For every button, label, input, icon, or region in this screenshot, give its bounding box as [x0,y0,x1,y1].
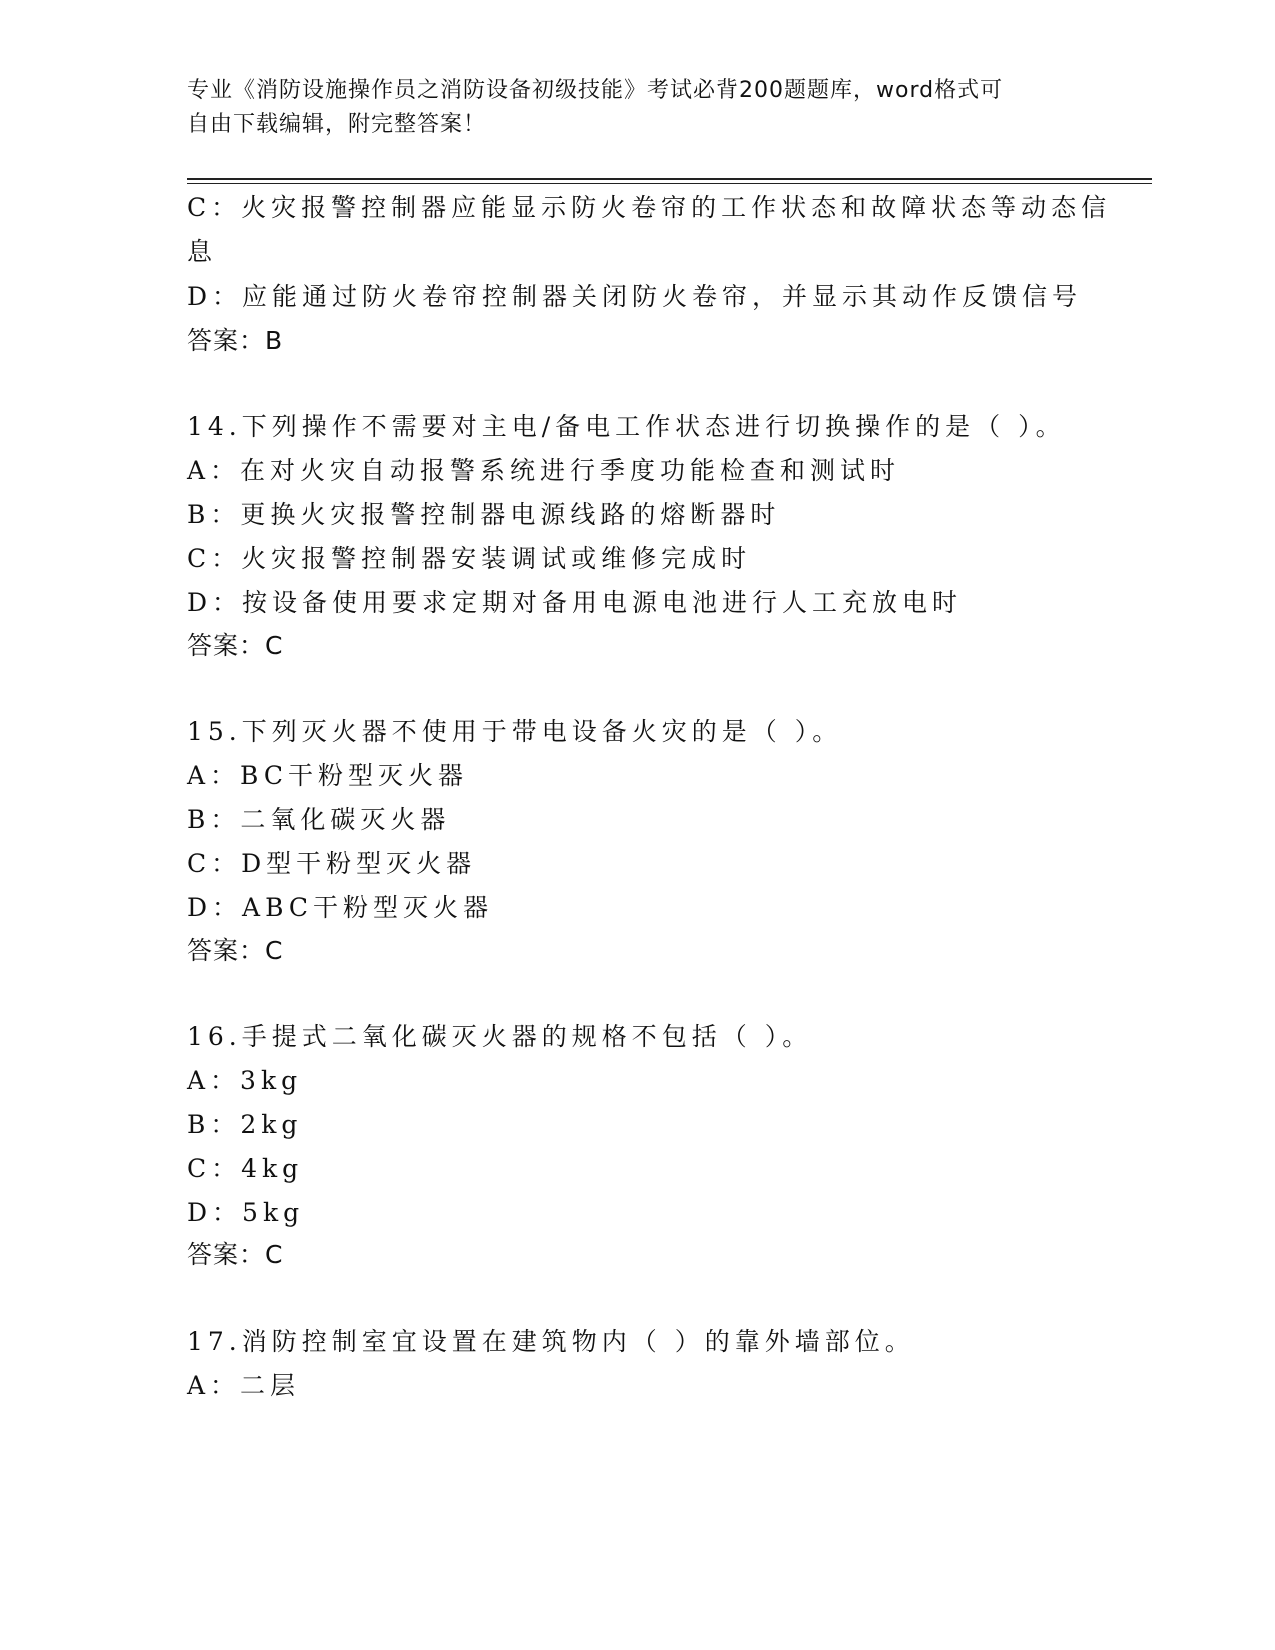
header-divider-thin [187,183,1152,184]
q14-answer: 答案：C [187,631,284,660]
q16-option-d: D：5kg [187,1198,305,1227]
q16-option-c: C：4kg [187,1154,304,1183]
header-line-2: 自由下载编辑，附完整答案！ [187,112,487,137]
q15-option-d: D：ABC干粉型灭火器 [187,893,494,922]
q15-option-a: A：BC干粉型灭火器 [187,761,469,790]
q17-option-a: A：二层 [187,1371,301,1400]
q14-option-b: B：更换火灾报警控制器电源线路的熔断器时 [187,500,781,529]
document-header [187,74,1067,142]
q13-option-d: D：应能通过防火卷帘控制器关闭防火卷帘，并显示其动作反馈信号 [187,282,1083,311]
q15-question: 15.下列灭火器不使用于带电设备火灾的是（ ）。 [187,717,843,746]
q13-option-c: C：火灾报警控制器应能显示防火卷帘的工作状态和故障状态等动态信 [187,193,1112,222]
q16-answer: 答案：C [187,1240,284,1269]
header-line-1: 专业《消防设施操作员之消防设备初级技能》考试必背200题题库，word格式可 [187,78,1004,103]
q14-option-c: C：火灾报警控制器安装调试或维修完成时 [187,544,752,573]
q16-option-a: A：3kg [187,1066,303,1095]
q14-option-d: D：按设备使用要求定期对备用电源电池进行人工充放电时 [187,588,963,617]
q13-option-c-continued: 息 [187,237,218,266]
q14-question: 14.下列操作不需要对主电/备电工作状态进行切换操作的是（ ）。 [187,412,1066,441]
header-divider-thick [187,178,1152,180]
q16-question: 16.手提式二氧化碳灭火器的规格不包括（ ）。 [187,1022,813,1051]
q13-answer: 答案：B [187,326,284,355]
q15-answer: 答案：C [187,936,284,965]
q14-option-a: A：在对火灾自动报警系统进行季度功能检查和测试时 [187,456,901,485]
q15-option-b: B：二氧化碳灭火器 [187,805,451,834]
q16-option-b: B：2kg [187,1110,303,1139]
q15-option-c: C：D型干粉型灭火器 [187,849,477,878]
q17-question: 17.消防控制室宜设置在建筑物内（ ）的靠外墙部位。 [187,1327,915,1356]
